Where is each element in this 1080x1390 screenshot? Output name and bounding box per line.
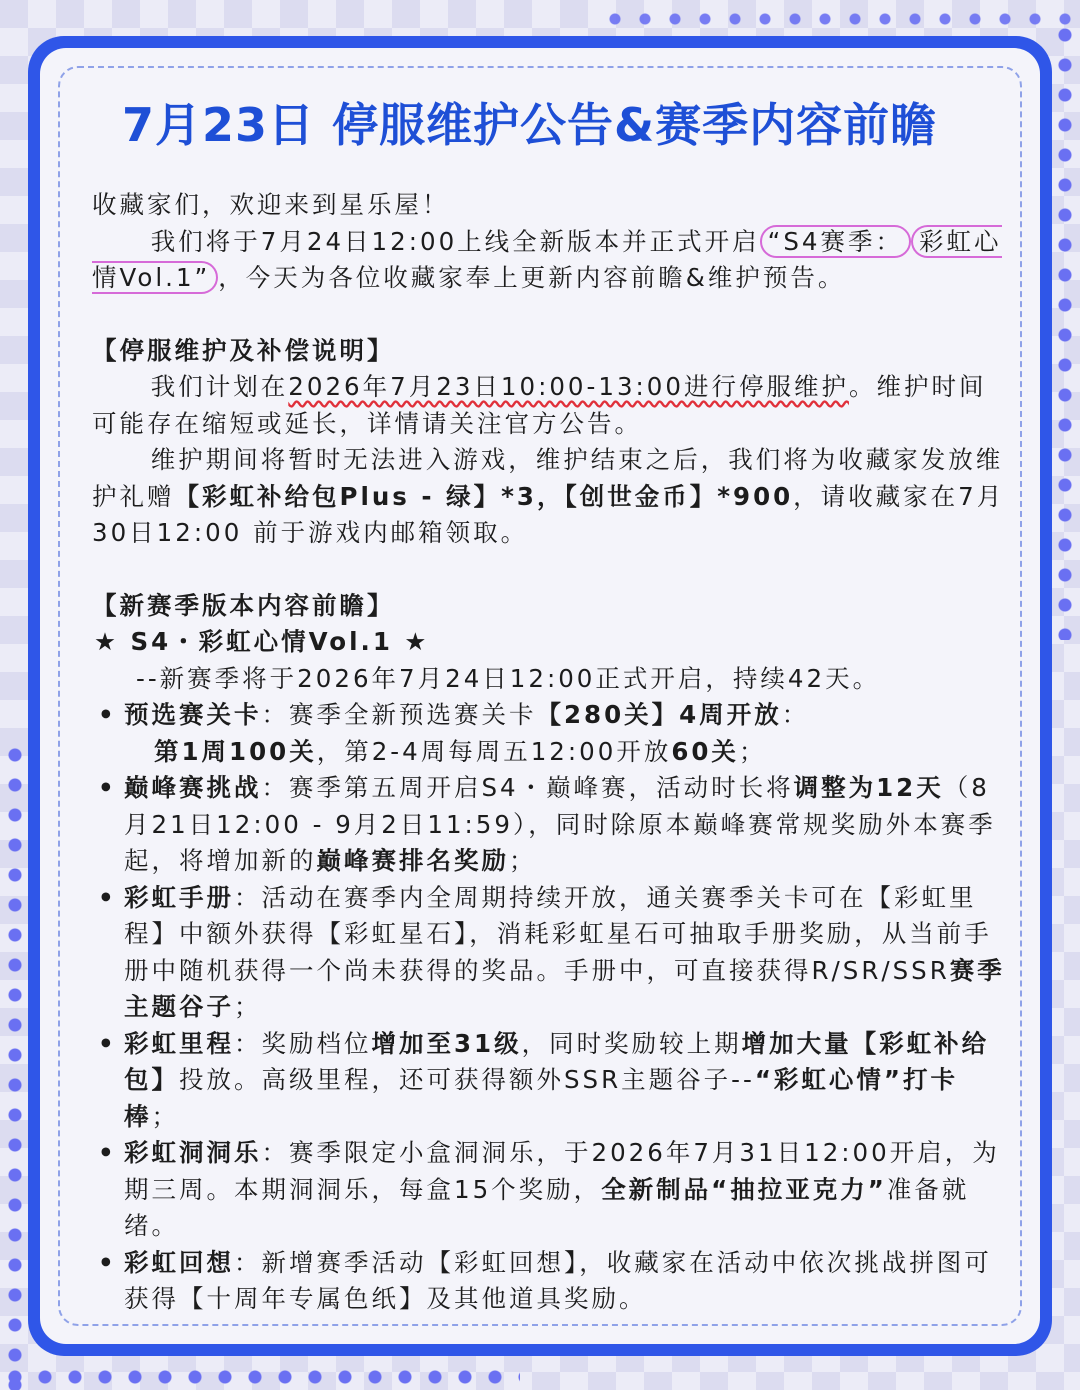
maintenance-p2-c: ，请收藏家在7月30日12:00 前于游戏内邮箱领取。 xyxy=(92,481,1005,548)
item-label: 彩虹手册 xyxy=(124,882,234,912)
item-bold: 巅峰赛排名奖励 xyxy=(316,846,509,876)
maintenance-paragraph-2 xyxy=(92,442,1012,552)
maintenance-heading: 【停服维护及补偿说明】 xyxy=(92,335,395,365)
item-text: 投放。高级里程，还可获得额外SSR主题谷子-- xyxy=(179,1065,755,1095)
item-bold: 增加大量【彩虹补给包】 xyxy=(124,1028,990,1095)
item-sub-bold: 60关 xyxy=(671,736,739,766)
item-label: 彩虹洞洞乐 xyxy=(124,1138,262,1168)
item-sub-text: ，第2-4周每周五12:00开放 xyxy=(316,736,672,766)
item-tail: ： xyxy=(781,700,810,730)
season-start-line: --新赛季将于2026年7月24日12:00正式开启，持续42天。 xyxy=(136,663,881,693)
item-bold: 【280关】4周开放 xyxy=(536,700,782,730)
card-inner xyxy=(40,48,1040,1344)
list-item xyxy=(92,697,1012,770)
spacer xyxy=(92,552,1012,588)
greeting: 收藏家们，欢迎来到星乐屋！ xyxy=(92,190,450,220)
season-name-highlight-a: “S4赛季： xyxy=(760,225,911,258)
item-text: ：赛季全新预选赛关卡 xyxy=(261,700,537,730)
compensation-rewards: 【彩虹补给包Plus - 绿】*3，【创世金币】*900 xyxy=(174,481,794,511)
list-item xyxy=(92,880,1012,1026)
season-title-line: ★ S4・彩虹心情Vol.1 ★ xyxy=(94,627,430,657)
announcement-card xyxy=(28,36,1052,1356)
maintenance-p1-c: 。维护时间可能存在缩短或延长，详情请关注官方公告。 xyxy=(92,372,987,438)
item-text: ：赛季第五周开启S4・巅峰赛，活动时长将 xyxy=(261,773,794,803)
item-text: ：活动在赛季内全周期持续开放，通关赛季关卡可在【彩虹里程】中额外获得【彩虹星石】，消耗彩虹星石可抽取手册奖励，从当前手册中随机获得一个尚未获得的奖品。手册中，可直接获得R/SR/SSR xyxy=(124,882,992,985)
item-tail: 准备就绪。 xyxy=(124,1174,970,1241)
item-bold: “彩虹心情”打卡棒 xyxy=(124,1065,959,1131)
item-text: ：赛季限定小盒洞洞乐，于2026年7月31日12:00开启，为期三周。本期洞洞乐，每盒15个奖励， xyxy=(124,1138,1000,1204)
item-sub-line xyxy=(124,734,1012,771)
item-bold: 增加至31级 xyxy=(371,1028,522,1058)
item-bold: 全新制品“抽拉亚克力” xyxy=(601,1174,887,1204)
item-label: 彩虹里程 xyxy=(124,1028,234,1058)
item-label: 巅峰赛挑战 xyxy=(124,773,262,803)
item-text: ：奖励档位 xyxy=(234,1028,372,1058)
item-tail: ； xyxy=(509,846,537,876)
item-sub-tail: ； xyxy=(738,736,767,766)
item-bold: 赛季主题谷子 xyxy=(124,955,1005,1022)
maintenance-p2-a: 维护期间将暂时无法进入游戏，维护结束之后，我们将为收藏家发放维护礼赠 xyxy=(92,445,1004,511)
page-title: 7月23日 停服维护公告&赛季内容前瞻 xyxy=(122,98,938,152)
item-tail: ； xyxy=(151,1101,179,1131)
item-bold: 调整为12天 xyxy=(793,773,944,803)
maintenance-p1-a: 我们计划在 xyxy=(150,372,289,402)
item-tail: ； xyxy=(234,992,262,1022)
item-text: （8月21日12:00 - 9月2日11:59），同时除原本巅峰赛常规奖励外本赛季起，将增加新的 xyxy=(124,773,996,876)
maintenance-time: 2026年7月23日10:00-13:00进行停服维护 xyxy=(288,372,849,402)
item-label: 预选赛关卡 xyxy=(124,700,262,730)
maintenance-paragraph-1 xyxy=(92,369,1012,442)
intro-text-a: 我们将于7月24日12:00上线全新版本并正式开启 xyxy=(150,226,760,256)
item-text: ，同时奖励较上期 xyxy=(521,1028,742,1058)
season-heading: 【新赛季版本内容前瞻】 xyxy=(92,590,395,620)
decorative-dots-bottom xyxy=(0,1364,520,1390)
list-item xyxy=(92,1026,1012,1136)
item-sub-bold: 第1周100关 xyxy=(154,736,317,766)
spacer xyxy=(92,297,1012,333)
intro-text-d: ，今天为各位收藏家奉上更新内容前瞻&维护预告。 xyxy=(218,263,846,293)
decorative-dots-left xyxy=(0,740,30,1390)
list-item xyxy=(92,1135,1012,1245)
list-item xyxy=(92,1245,1012,1318)
decorative-dots-right xyxy=(1050,20,1080,640)
item-label: 彩虹回想 xyxy=(124,1247,234,1277)
season-feature-list xyxy=(92,697,1012,1318)
list-item xyxy=(92,770,1012,880)
season-name-highlight-b: 彩虹心情Vol.1” xyxy=(92,226,1002,293)
announcement-content xyxy=(92,98,1012,1318)
intro-paragraph xyxy=(92,224,1012,297)
decorative-dots-top xyxy=(600,6,1080,32)
item-text: ：新增赛季活动【彩虹回想】，收藏家在活动中依次挑战拼图可获得【十周年专属色纸】及其他道具奖励。 xyxy=(124,1247,992,1314)
